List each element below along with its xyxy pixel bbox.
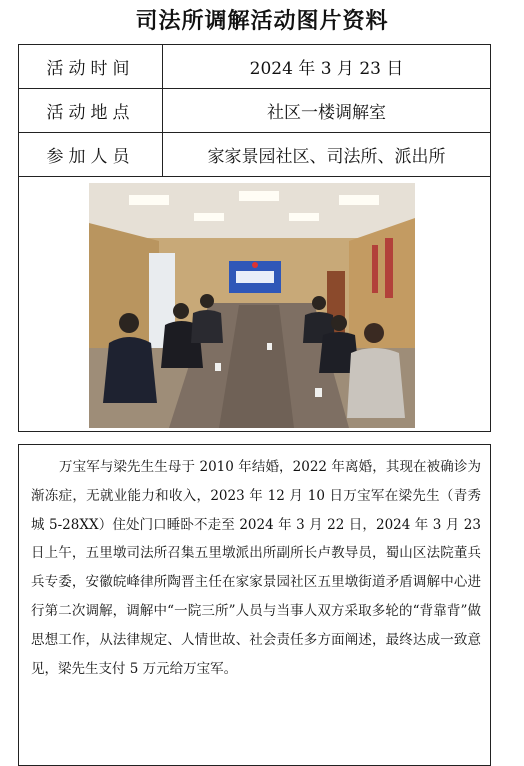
row-time: [19, 45, 491, 89]
label-location: 活动地点: [19, 89, 163, 133]
info-table: [18, 44, 491, 177]
mediation-photo: [89, 183, 415, 428]
value-time: 2024 年 3 月 23 日: [163, 45, 491, 89]
value-location: 社区一楼调解室: [163, 89, 491, 133]
document-title: 司法所调解活动图片资料: [135, 9, 389, 34]
photo-illustration: [89, 183, 415, 428]
description-text: 万宝军与梁先生生母于 2010 年结婚，2022 年离婚，其现在被确诊为渐冻症，无就业能力和收入，2023 年 12 月 10 日万宝军在梁先生（青秀城 5-28XX）住处门口睡卧不走至 2024 年 3 月 22 日，2024 年 3 月 23 日上午，五里墩司法所召集五里墩派出所副所长卢教导员，蜀山区法院董兵兵专委，安徽皖峰律所陶晋主任在家家景园社区五里墩街道矛盾调解中心进行第二次调解，调解中“一院三所”人员与当事人双方采取多轮的“背靠背”做思想工作，从法律规定、人情世故、社会责任多方面阐述，最终达成一致意见，梁先生支付 5 万元给万宝军。: [31, 459, 481, 677]
value-participants: 家家景园社区、司法所、派出所: [163, 133, 491, 177]
description-cell: [18, 444, 491, 766]
label-time: 活动时间: [19, 45, 163, 89]
label-participants: 参加人员: [19, 133, 163, 177]
row-location: [19, 89, 491, 133]
row-participants: [19, 133, 491, 177]
photo-cell: [18, 175, 491, 432]
